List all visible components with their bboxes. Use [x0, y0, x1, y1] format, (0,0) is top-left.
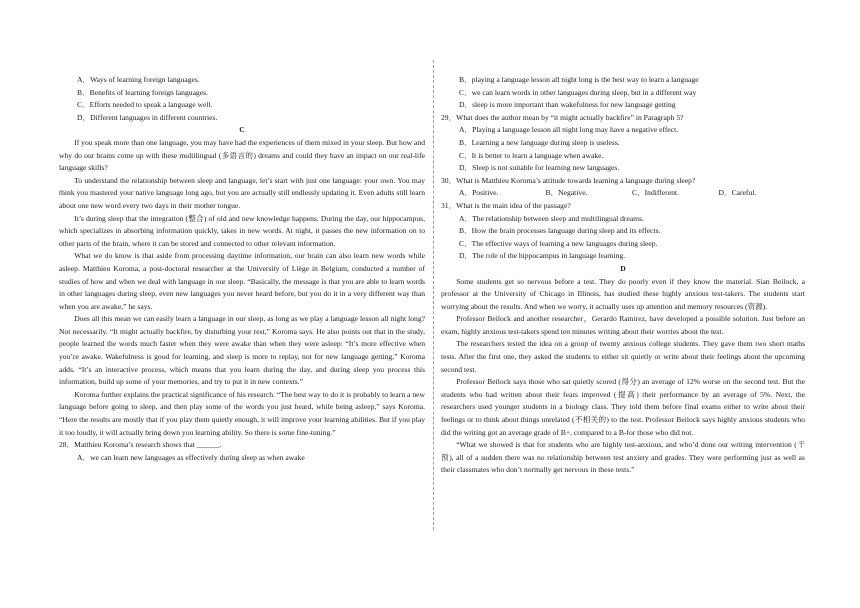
paragraph: Does all this mean we can easily learn a language in our sleep, as long as we play a language lesson all night long? Not necessarily. “It might actually backfire, by disturbing your rest,” Koroma says. He also points out that in the study, people learned the words much faster when they were awake than when they were asleep: “It’s more effective when you’re awake. Wakefulness is good for learning, and sleep is more to replay, not for new language getting,” Koroma adds. “It’s an interactive process, which means that you learn during the day, and during sleep you process this information, build up some of your memories, and try to put it in new contexts.”	[59, 314, 425, 387]
section-heading-d: D	[620, 263, 626, 273]
question-28-stem: 28．Matthieu Koroma’s research shows that ______.	[59, 440, 222, 450]
question-31-option-b: B．How the brain processes language during sleep and its effects.	[459, 226, 661, 236]
question-29-stem: 29．What does the author mean by “it might actually backfire” in Paragraph 5?	[441, 112, 684, 122]
column-divider	[433, 60, 434, 530]
question-28-option-a: A．we can learn new languages as effectively during sleep as when awake	[77, 452, 305, 462]
question-30-option-d: D．Careful.	[718, 188, 757, 198]
question-31-option-a: A．The relationship between sleep and multilingual dreams.	[459, 213, 644, 223]
paragraph: It’s during sleep that the integration (整合) of old and new knowledge happens. During the day, our hippocampus, which specializes in absorbing information quickly, takes in new words. At night, it passes the new information on to other parts of the brain, where it can be stored and connected to other relevant information.	[59, 213, 425, 248]
left-column	[59, 74, 425, 464]
question-29-option-c: C．It is better to learn a language when awake.	[459, 150, 604, 160]
paragraph: “What we showed is that for students who are highly test-anxious, and who’d done our writing intervention (干预), all of a sudden there was no relationship between test anxiety and grades. They were performing just as well as their classmates who don’t normally get nervous in these tests.”	[441, 440, 805, 475]
question-30-option-b: B．Negative.	[545, 188, 588, 198]
question-31-option-c: C．The effective ways of learning a new languages during sleep.	[459, 238, 658, 248]
question-28-option-b: B．playing a language lesson all night long is the best way to learn a language	[459, 75, 699, 84]
question-31-stem: 31．What is the main idea of the passage?	[441, 200, 571, 210]
question-31-option-d: D．The role of the hippocampus in language learning.	[459, 251, 626, 261]
paragraph: Some students get so nervous before a test. They do poorly even if they know the material. Sian Beilock, a professor at the University of Chicago in Illinois, has studied these highly anxious test-takers. The students start worrying about the results. And when we worry, it actually uses up attention and memory resources (资源).	[441, 276, 805, 311]
option-d: D．Different languages in different countries.	[77, 112, 218, 122]
question-29-option-a: A．Playing a language lesson all night long may have a negative effect.	[459, 125, 679, 135]
paragraph: What we do know is that aside from processing daytime information, our brain can also learn new words while asleep. Matthieu Koroma, a post-doctoral researcher at the University of Liège in Belgium, conducted a number of studies of how and when we deal with language in our sleep. “Basically, the message is that you are able to learn words in other languages during sleep, even new languages you never heard before, but you do it in a very different way than when you are awake,” he says.	[59, 251, 425, 311]
option-a: A．Ways of learning foreign languages.	[77, 75, 200, 84]
option-b: B．Benefits of learning foreign languages.	[77, 87, 208, 97]
question-28-option-c: C．we can learn words in other languages during sleep, but in a different way	[459, 87, 697, 97]
question-29-option-d: D．Sleep is not suitable for learning new languages.	[459, 163, 620, 173]
question-29-option-b: B．Learning a new language during sleep is useless.	[459, 137, 620, 147]
paragraph: To understand the relationship between sleep and language, let’s start with just one language: your own. You may think you mastered your native language long ago, but you are actually still endlessly updating it. Even adults still learn about one new word every two days in their mother tongue.	[59, 175, 425, 210]
question-30-stem: 30．What is Matthieu Koroma’s attitude towards learning a language during sleep?	[441, 175, 696, 185]
question-30-option-a: A．Positive.	[459, 188, 499, 198]
paragraph: The researchers tested the idea on a group of twenty anxious college students. They gave them two short maths tests. After the first one, they asked the students to either sit quietly or write about their feelings about the upcoming second test.	[441, 339, 805, 374]
paragraph: If you speak more than one language, you may have had the experiences of them mixed in your sleep. But how and why do our brains come up with these multilingual (多语言的) dreams and could they have an impact on our real-life language skills?	[59, 137, 425, 173]
question-28-option-d: D．sleep is more important than wakefulness for new language getting	[459, 100, 676, 110]
right-column	[441, 74, 805, 477]
paragraph: Professor Beilock and another researcher，Gerardo Ramirez, have developed a possible solution. Just before an exam, highly anxious test-takers spend ten minutes writing about their worries about the test.	[441, 314, 805, 336]
question-30-options	[441, 187, 805, 200]
paragraph: Professor Beilock says those who sat quietly scored (得分) an average of 12% worse on the second test. But the students who had written about their fears improved (提高) their performance by an average of 5%. Next, the researchers used younger students in a biology class. They told them before final exams either to write about their feelings or to think about things unrelated (不相关的) to the test. Professor Beilock says highly anxious students who did the writing got an average grade of B+, compared to a B-for those who did not.	[441, 377, 805, 437]
option-c: C．Efforts needed to speak a language well.	[77, 100, 213, 110]
question-30-option-c: C．Indifferent.	[632, 188, 679, 198]
paragraph: Koroma further explains the practical significance of his research. “The best way to do it is probably to learn a new language before going to sleep, and then play some of the words you just heard, while being asleep,” says Koroma. “Here the results are mostly that if you play them quietly enough, it will improve your learning abilities. But if you play it too loudly, it will actually bring down you learning ability. So there is some fine-tuning.”	[59, 389, 425, 437]
section-heading-c: C	[239, 125, 245, 135]
